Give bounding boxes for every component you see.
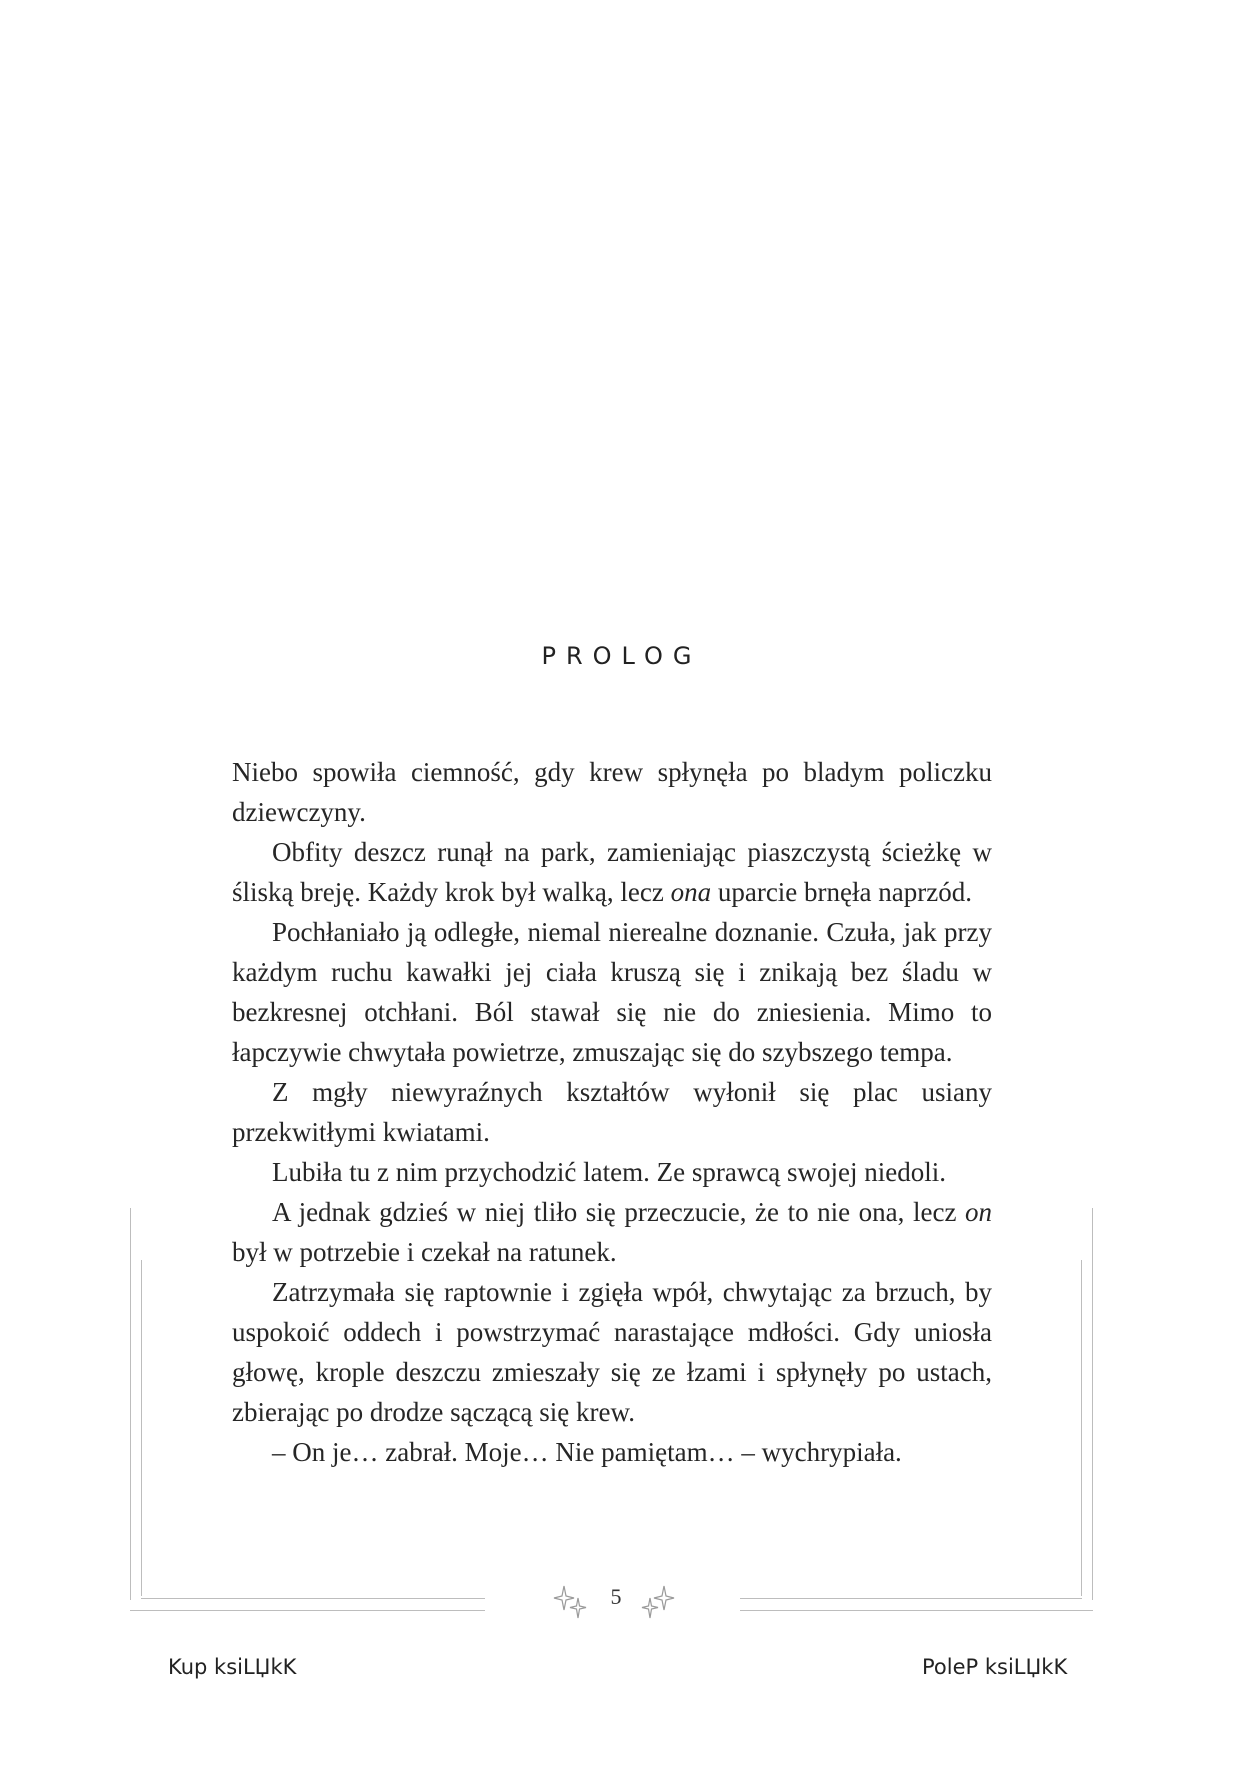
- paragraph-6-text-b: był w potrzebie i czekał na ratunek.: [232, 1237, 617, 1267]
- paragraph-3: Pochłaniało ją odległe, niemal nierealne doznanie. Czuła, jak przy każdym ruchu kawałki jej ciała kruszą się i znikają bez śladu w bezkresnej otchłani. Ból stawał się nie do zniesienia. Mimo to łapczywie chwytała powietrze, zmuszając się do szybszego tempa.: [232, 917, 992, 1067]
- recommend-book-link[interactable]: PoleP ksiLЏkK: [922, 1655, 1068, 1679]
- paragraph-6: [232, 1192, 992, 1272]
- paragraph-2-text-a: Obfity deszcz runął na park, zamieniając piaszczystą ścieżkę w śliską breję. Każdy krok był walką, lecz: [232, 837, 992, 907]
- paragraph-6-emphasis: on: [965, 1197, 992, 1227]
- frame-right-outer: [1092, 1208, 1093, 1600]
- chapter-body: [232, 752, 992, 1472]
- paragraph-6-text-a: A jednak gdzieś w niej tliło się przeczucie, że to nie ona, lecz: [272, 1197, 965, 1227]
- paragraph-8: – On je… zabrał. Moje… Nie pamiętam… – wychrypiała.: [272, 1437, 902, 1467]
- paragraph-2-emphasis: ona: [670, 877, 712, 907]
- page-number: 5: [610, 1584, 622, 1609]
- paragraph-4: Z mgły niewyraźnych kształtów wyłonił się plac usiany przekwitłymi kwiatami.: [232, 1077, 992, 1147]
- paragraph-5: Lubiła tu z nim przychodzić latem. Ze sprawcą swojej niedoli.: [272, 1157, 947, 1187]
- sparkle-ornament-right-icon: [638, 1582, 678, 1622]
- frame-bottom-right-outer: [740, 1610, 1093, 1611]
- frame-bottom-left-outer: [130, 1610, 485, 1611]
- chapter-title: PROLOG: [541, 642, 702, 670]
- sparkle-ornament-left-icon: [552, 1582, 592, 1622]
- frame-right-inner: [1081, 1260, 1082, 1596]
- frame-bottom-right-inner: [740, 1598, 1082, 1599]
- frame-left-outer: [130, 1208, 131, 1600]
- paragraph-2-text-b: uparcie brnęła naprzód.: [711, 877, 972, 907]
- frame-bottom-left-inner: [141, 1598, 485, 1599]
- paragraph-2: [232, 832, 992, 912]
- paragraph-1: Niebo spowiła ciemność, gdy krew spłynęła po bladym policzku dziewczyny.: [232, 757, 992, 827]
- buy-book-link[interactable]: Kup ksiLЏkK: [168, 1655, 297, 1679]
- paragraph-7: Zatrzymała się raptownie i zgięła wpół, chwytając za brzuch, by uspokoić oddech i powstrzymać narastające mdłości. Gdy uniosła głowę, krople deszczu zmieszały się ze łzami i spłynęły po ustach, zbierając po drodze sączącą się krew.: [232, 1277, 992, 1427]
- frame-left-inner: [141, 1260, 142, 1596]
